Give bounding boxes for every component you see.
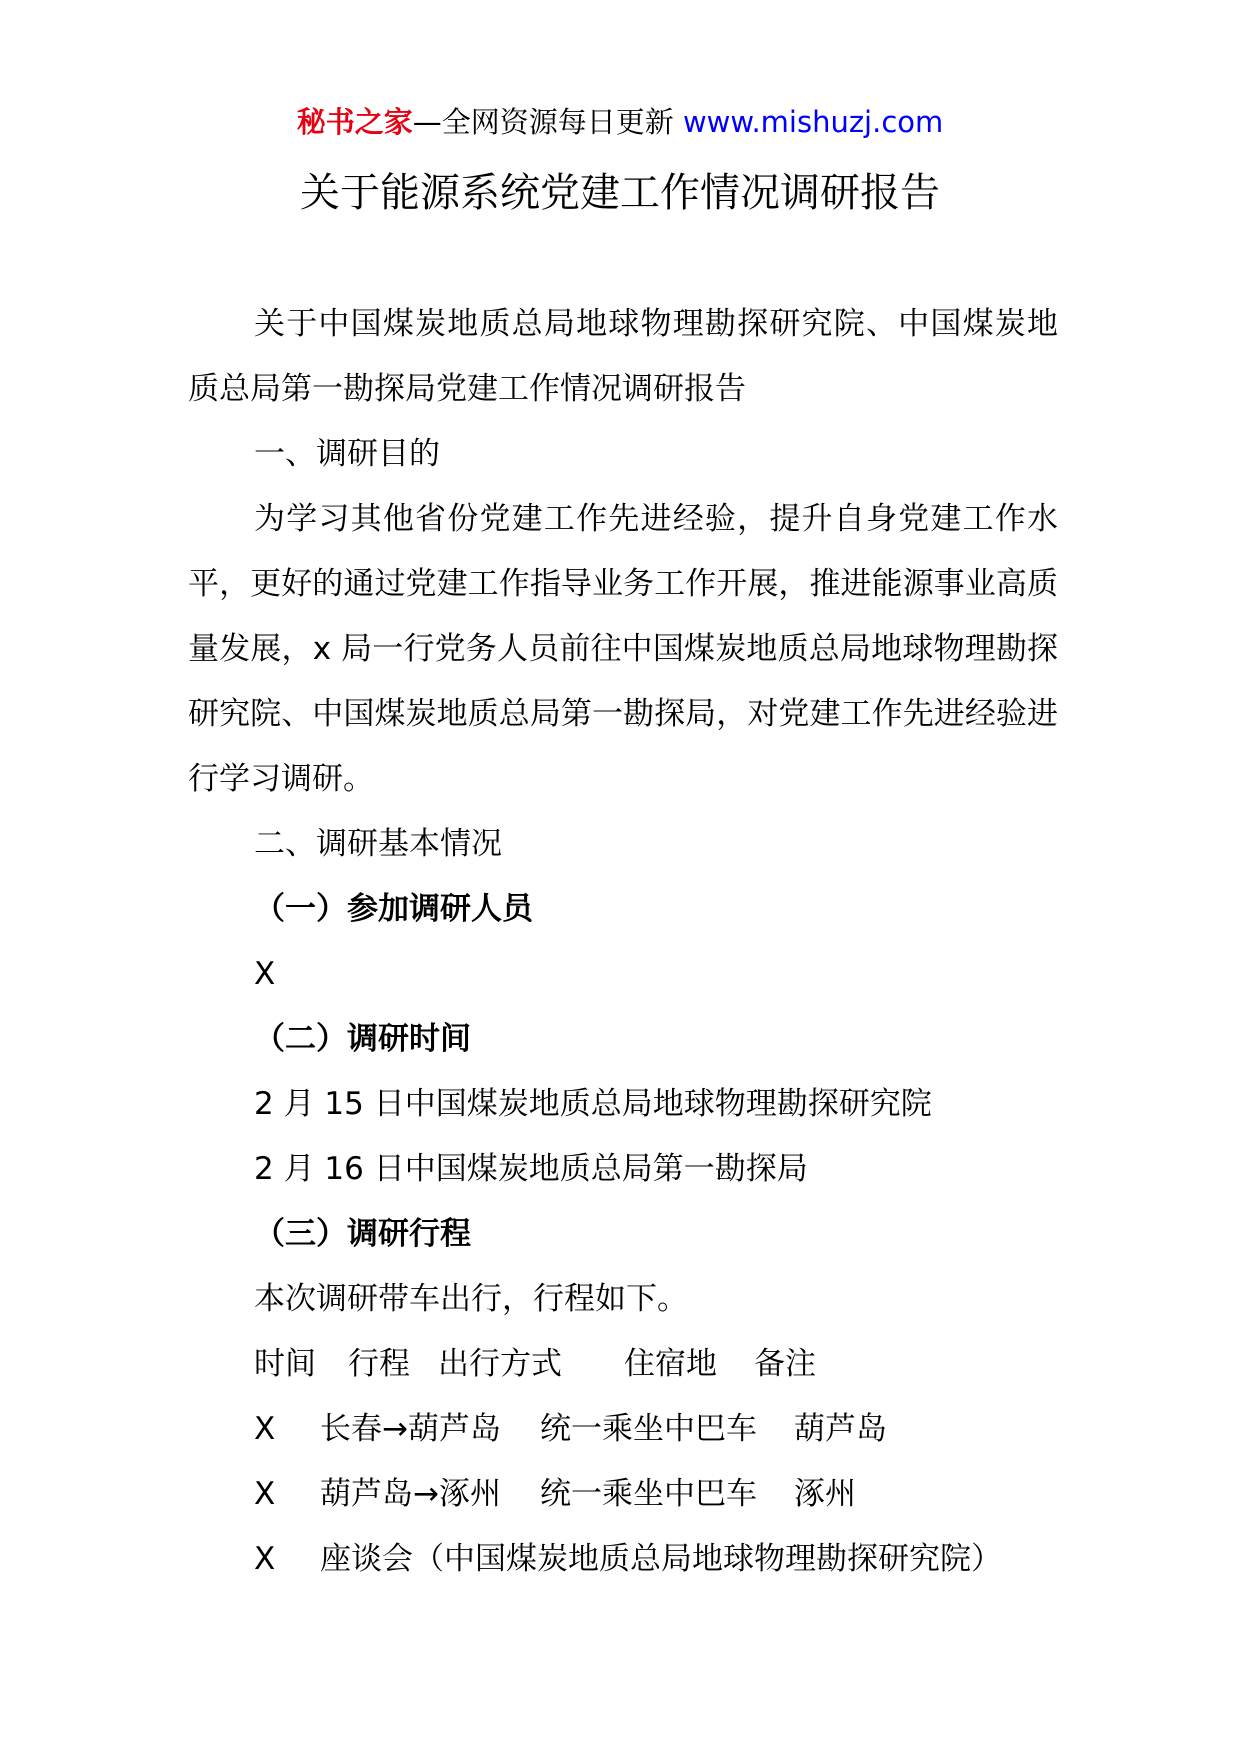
itinerary-header-row <box>188 1332 1058 1397</box>
itinerary-transport: 统一乘坐中巴车 <box>540 1411 757 1447</box>
header-url[interactable]: www.mishuzj.com <box>682 105 944 139</box>
intro-paragraph: 关于中国煤炭地质总局地球物理勘探研究院、中国煤炭地质总局第一勘探局党建工作情况调研报告 <box>188 306 1058 407</box>
document-body <box>188 292 1058 1592</box>
itinerary-time: X <box>254 1476 276 1512</box>
itinerary-header-notes: 备注 <box>754 1346 816 1382</box>
subsection-2-heading: （二）调研时间 <box>254 1021 471 1057</box>
itinerary-row <box>188 1462 1058 1527</box>
schedule-line: 2 月 16 日中国煤炭地质总局第一勘探局 <box>254 1151 808 1187</box>
itinerary-time: X <box>254 1411 276 1447</box>
itinerary-lodging: 涿州 <box>794 1476 856 1512</box>
itinerary-route: 葫芦岛→涿州 <box>320 1476 501 1512</box>
itinerary-lodging: 葫芦岛 <box>794 1411 887 1447</box>
itinerary-header-transport: 出行方式 <box>438 1346 562 1382</box>
header-slogan: —全网资源每日更新 <box>412 105 674 139</box>
itinerary-row <box>188 1527 1058 1592</box>
section-2-heading: 二、调研基本情况 <box>254 826 502 862</box>
itinerary-time: X <box>254 1541 276 1577</box>
document-title: 关于能源系统党建工作情况调研报告 <box>300 170 940 216</box>
watermark-header <box>0 100 1240 144</box>
itinerary-header-time: 时间 <box>254 1346 316 1382</box>
subsection-1-text: X <box>254 956 276 992</box>
itinerary-transport: 统一乘坐中巴车 <box>540 1476 757 1512</box>
schedule-line: 2 月 15 日中国煤炭地质总局地球物理勘探研究院 <box>254 1086 932 1122</box>
itinerary-header-lodging: 住宿地 <box>624 1346 717 1382</box>
section-1-heading: 一、调研目的 <box>254 436 440 472</box>
itinerary-row <box>188 1397 1058 1462</box>
subsection-3-heading: （三）调研行程 <box>254 1216 471 1252</box>
subsection-1-heading: （一）参加调研人员 <box>254 891 533 927</box>
subsection-3-text: 本次调研带车出行，行程如下。 <box>254 1281 688 1317</box>
itinerary-header-route: 行程 <box>348 1346 410 1382</box>
section-1-paragraph: 为学习其他省份党建工作先进经验，提升自身党建工作水平，更好的通过党建工作指导业务工作开展，推进能源事业高质量发展，x 局一行党务人员前往中国煤炭地质总局地球物理勘探研究院、中国煤炭地质总局第一勘探局，对党建工作先进经验进行学习调研。 <box>188 501 1058 797</box>
itinerary-route: 长春→葫芦岛 <box>320 1411 501 1447</box>
brand-name: 秘书之家 <box>296 105 413 139</box>
itinerary-route: 座谈会（中国煤炭地质总局地球物理勘探研究院） <box>320 1541 1002 1577</box>
